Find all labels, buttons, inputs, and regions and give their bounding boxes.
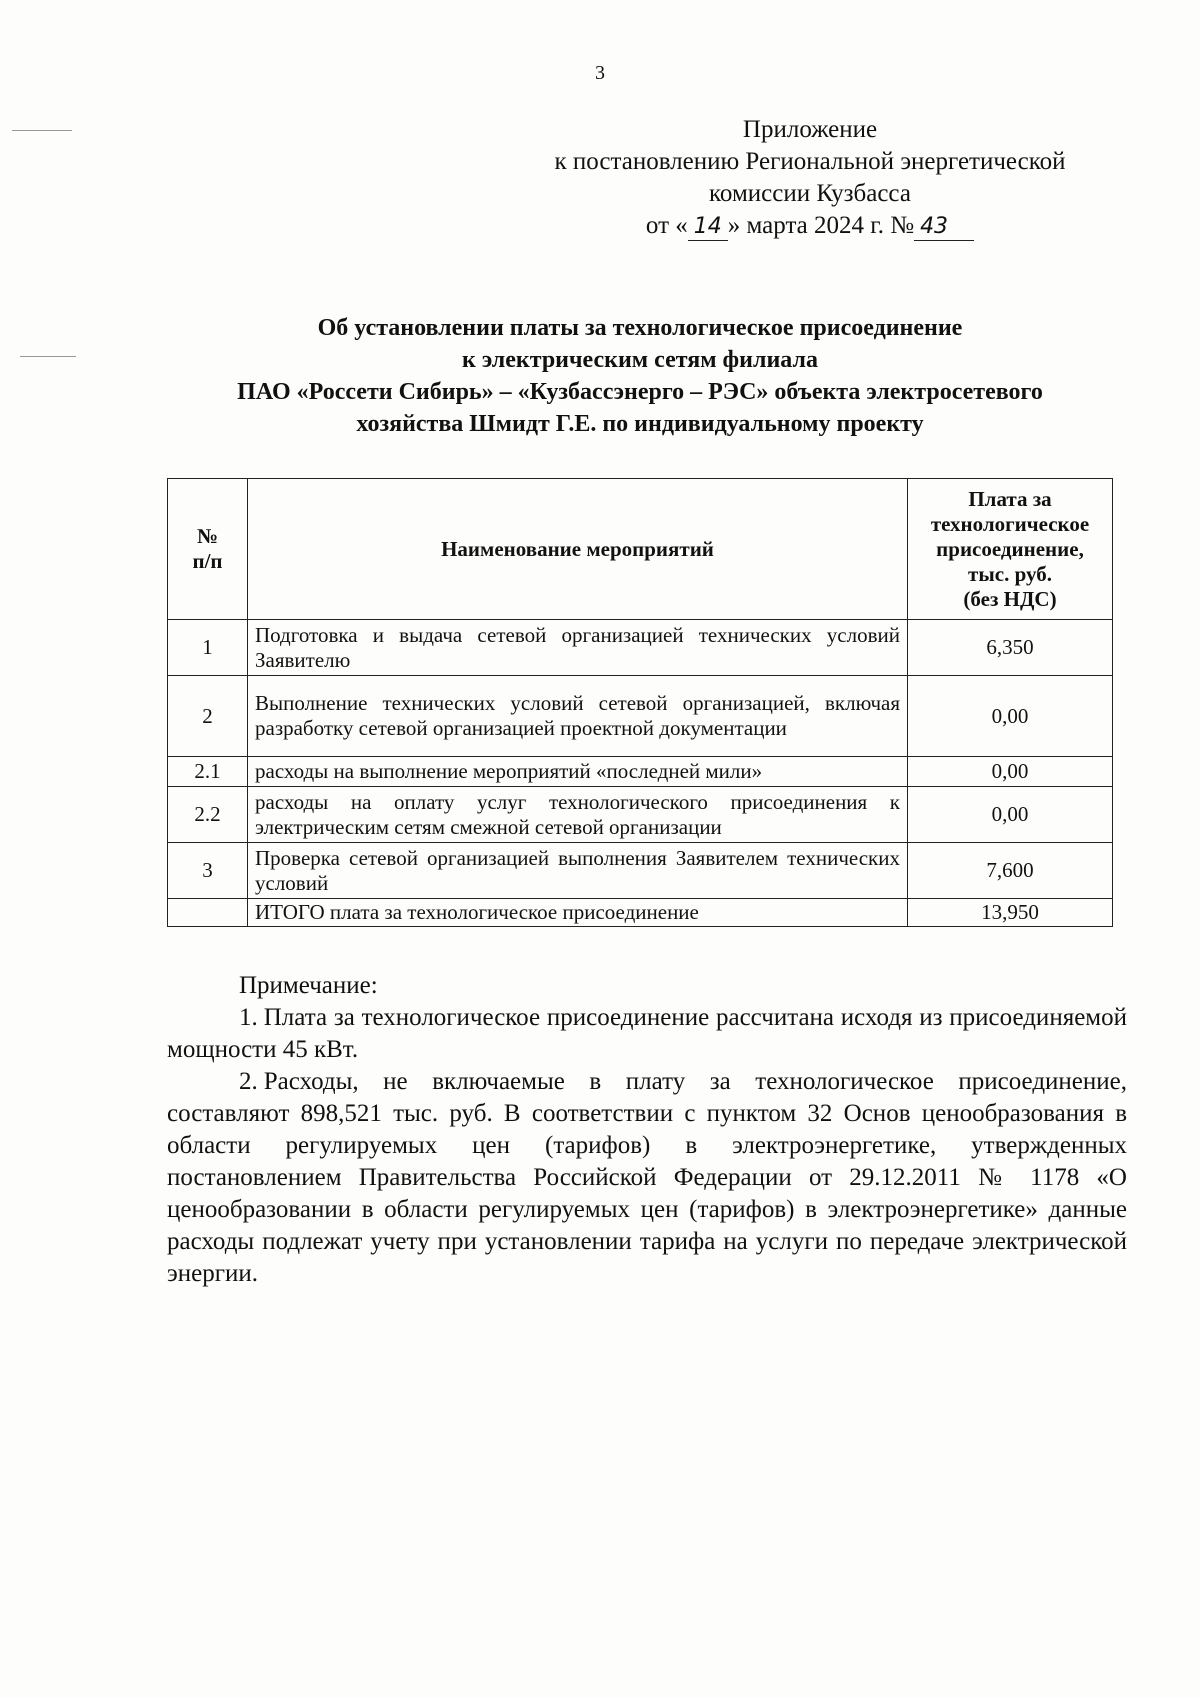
appendix-commission: комиссии Кузбасса xyxy=(709,180,911,207)
title-line: хозяйства Шмидт Г.Е. по индивидуальному проекту xyxy=(356,411,924,437)
header-fee: Плата за технологическое присоединение, тыс. руб. (без НДС) xyxy=(908,479,1113,620)
row-number xyxy=(168,899,248,927)
handwritten-number: 43 xyxy=(914,214,974,241)
row-name: Выполнение технических условий сетевой организацией, включая разработку сетевой организацией проектной документации xyxy=(248,676,908,757)
date-middle: » марта 2024 г. № xyxy=(727,212,915,239)
row-fee: 7,600 xyxy=(908,843,1113,899)
note-text: Расходы, не включаемые в плату за технологическое присоединение, составляют 898,521 тыс. руб. В соответствии с пунктом 32 Основ ценообразования в области регулируемых цен (тарифов) в электроэнергетике, утвержденных постановлением Правительства Российской Федерации от 29.12.2011 № 1178 «О ценообразовании в области регулируемых цен (тарифов) в электроэнергетике» данные расходы подлежат учету при установлении тарифа на услуги по передаче электрической энергии. xyxy=(167,1068,1127,1287)
header-name: Наименование мероприятий xyxy=(248,479,908,620)
row-number: 2.2 xyxy=(168,787,248,843)
row-name: Проверка сетевой организацией выполнения Заявителем технических условий xyxy=(248,843,908,899)
handwritten-day: 14 xyxy=(688,214,728,241)
table-row xyxy=(168,676,1113,757)
title-line: ПАО «Россети Сибирь» – «Кузбассэнерго – РЭС» объекта электросетевого xyxy=(237,379,1043,405)
row-fee: 6,350 xyxy=(908,620,1113,676)
row-fee: 0,00 xyxy=(908,757,1113,787)
row-name: расходы на выполнение мероприятий «последней мили» xyxy=(248,757,908,787)
page-number: 3 xyxy=(595,62,605,84)
note-text: Плата за технологическое присоединение рассчитана исходя из присоединяемой мощности 45 кВт. xyxy=(167,1004,1127,1063)
note-number: 2. xyxy=(239,1068,258,1095)
appendix-title: Приложение xyxy=(742,116,878,143)
scan-speck xyxy=(20,356,76,357)
row-fee: 13,950 xyxy=(908,899,1113,927)
header-number: № п/п xyxy=(168,479,248,620)
appendix-date-line xyxy=(500,210,1120,242)
fees-table xyxy=(167,478,1113,927)
row-name: Подготовка и выдача сетевой организацией технических условий Заявителю xyxy=(248,620,908,676)
table-row xyxy=(168,620,1113,676)
row-fee: 0,00 xyxy=(908,676,1113,757)
table-row xyxy=(168,757,1113,787)
appendix-block xyxy=(500,114,1120,242)
notes-section xyxy=(167,970,1127,1290)
row-number: 3 xyxy=(168,843,248,899)
title-line: к электрическим сетям филиала xyxy=(462,347,818,373)
table-row xyxy=(168,787,1113,843)
row-number: 2.1 xyxy=(168,757,248,787)
note-item xyxy=(167,1002,1127,1066)
table-row xyxy=(168,843,1113,899)
row-fee: 0,00 xyxy=(908,787,1113,843)
table-total-row xyxy=(168,899,1113,927)
title-line: Об установлении платы за технологическое присоединение xyxy=(317,315,963,341)
document-title xyxy=(150,312,1130,440)
note-number: 1. xyxy=(239,1004,258,1031)
note-item xyxy=(167,1066,1127,1290)
row-number: 2 xyxy=(168,676,248,757)
row-name: ИТОГО плата за технологическое присоединение xyxy=(248,899,908,927)
notes-heading: Примечание: xyxy=(239,972,378,999)
scan-speck xyxy=(12,130,72,131)
date-prefix: от « xyxy=(645,212,688,239)
row-number: 1 xyxy=(168,620,248,676)
row-name: расходы на оплату услуг технологического присоединения к электрическим сетям смежной сетевой организации xyxy=(248,787,908,843)
table-header-row xyxy=(168,479,1113,620)
appendix-reference: к постановлению Региональной энергетической xyxy=(554,148,1066,175)
